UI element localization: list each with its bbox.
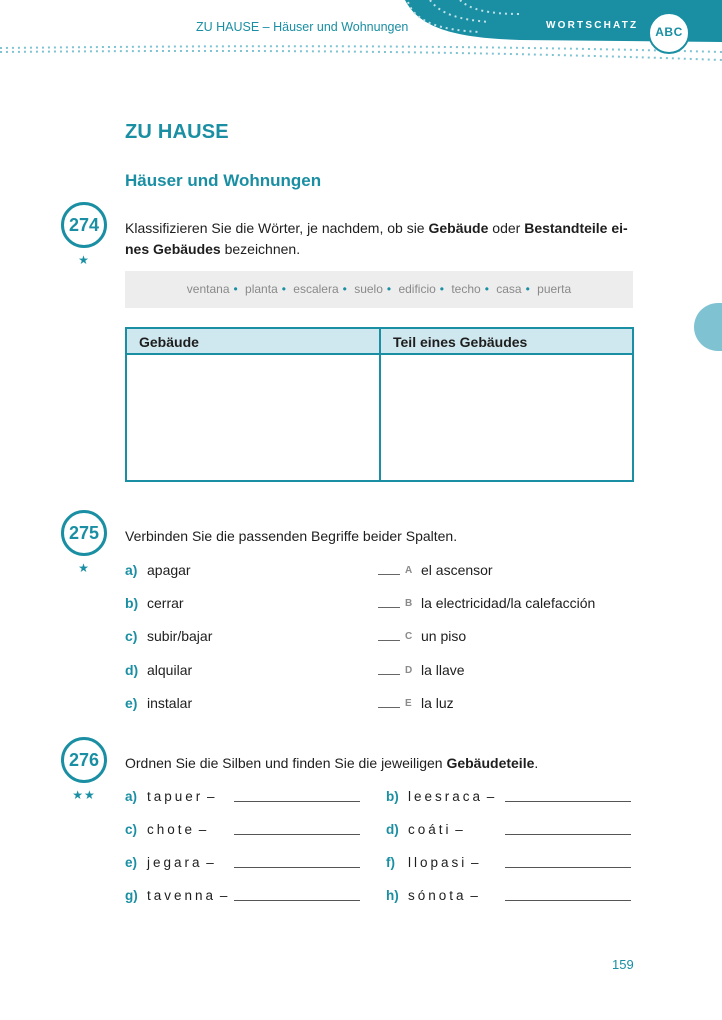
match-right-c: un piso — [421, 628, 467, 644]
header-band — [0, 0, 722, 80]
side-tab-marker — [694, 303, 722, 351]
abc-badge-text: ABC — [655, 25, 683, 39]
syllable-item-f: f) llopasi – — [386, 855, 479, 870]
word-item: escalera — [293, 282, 339, 296]
match-left-d: d) alquilar — [125, 662, 193, 678]
answer-line-d[interactable] — [505, 834, 631, 835]
word-bank: ventana • planta • escalera • suelo • edificio • techo • casa • puerta — [125, 271, 633, 308]
match-right-e: la luz — [421, 695, 454, 711]
match-blank-d[interactable] — [378, 674, 400, 675]
difficulty-stars-275: ★ — [78, 561, 90, 575]
exercise-number-274: 274 — [61, 202, 107, 248]
syllable-item-b: b) leesraca – — [386, 789, 495, 804]
match-blank-a[interactable] — [378, 574, 400, 575]
instruction-274: Klassifizieren Sie die Wörter, je nachdem, ob sie Gebäude oder Bestandteile ei- nes Gebäudes bezeichnen. — [125, 220, 628, 257]
word-item: puerta — [537, 282, 572, 296]
match-letter-e: E — [405, 698, 412, 709]
section-label: WORTSCHATZ — [546, 20, 639, 31]
answer-line-b[interactable] — [505, 801, 631, 802]
match-right-a: el ascensor — [421, 562, 493, 578]
instruction-275: Verbinden Sie die passenden Begriffe beider Spalten. — [125, 528, 458, 544]
table-header-teil: Teil eines Gebäudes — [393, 334, 528, 350]
answer-line-g[interactable] — [234, 900, 360, 901]
syllable-item-e: e) jegara – — [125, 855, 214, 870]
difficulty-stars-274: ★ — [78, 253, 90, 267]
classification-table — [125, 327, 634, 482]
exercise-number-276: 276 — [61, 737, 107, 783]
table-header-gebaeude: Gebäude — [139, 334, 199, 350]
page-number: 159 — [612, 957, 634, 972]
answer-line-e[interactable] — [234, 867, 360, 868]
match-letter-a: A — [405, 565, 413, 576]
abc-badge-icon — [648, 12, 690, 54]
table-cell-gebaeude[interactable] — [127, 357, 379, 480]
word-item: suelo — [354, 282, 383, 296]
match-right-d: la llave — [421, 662, 465, 678]
match-right-b: la electricidad/la calefacción — [421, 595, 596, 611]
syllable-item-a: a) tapuer – — [125, 789, 215, 804]
answer-line-f[interactable] — [505, 867, 631, 868]
syllable-item-h: h) sónota – — [386, 888, 478, 903]
match-left-b: b) cerrar — [125, 595, 184, 611]
match-letter-b: B — [405, 598, 413, 609]
match-left-e: e) instalar — [125, 695, 193, 711]
table-cell-teil[interactable] — [381, 357, 632, 480]
match-left-c: c) subir/bajar — [125, 628, 213, 644]
syllable-item-g: g) tavenna – — [125, 888, 228, 903]
page-title: ZU HAUSE — [125, 121, 229, 143]
answer-line-a[interactable] — [234, 801, 360, 802]
word-item: planta — [245, 282, 278, 296]
match-letter-c: C — [405, 631, 413, 642]
syllable-item-d: d) coáti – — [386, 822, 463, 837]
syllable-item-c: c) chote – — [125, 822, 207, 837]
match-blank-b[interactable] — [378, 607, 400, 608]
difficulty-stars-276: ★★ — [72, 788, 96, 802]
word-item: ventana — [186, 282, 230, 296]
running-title: ZU HAUSE – Häuser und Wohnungen — [196, 20, 409, 34]
answer-line-h[interactable] — [505, 900, 631, 901]
word-item: casa — [496, 282, 522, 296]
match-letter-d: D — [405, 665, 413, 676]
instruction-276: Ordnen Sie die Silben und finden Sie die jeweiligen Gebäudeteile. — [125, 755, 539, 771]
exercise-number-275: 275 — [61, 510, 107, 556]
word-item: techo — [451, 282, 481, 296]
page-subtitle: Häuser und Wohnungen — [125, 171, 322, 190]
match-left-a: a) apagar — [125, 562, 191, 578]
answer-line-c[interactable] — [234, 834, 360, 835]
match-blank-c[interactable] — [378, 640, 400, 641]
word-item: edificio — [398, 282, 436, 296]
match-blank-e[interactable] — [378, 707, 400, 708]
